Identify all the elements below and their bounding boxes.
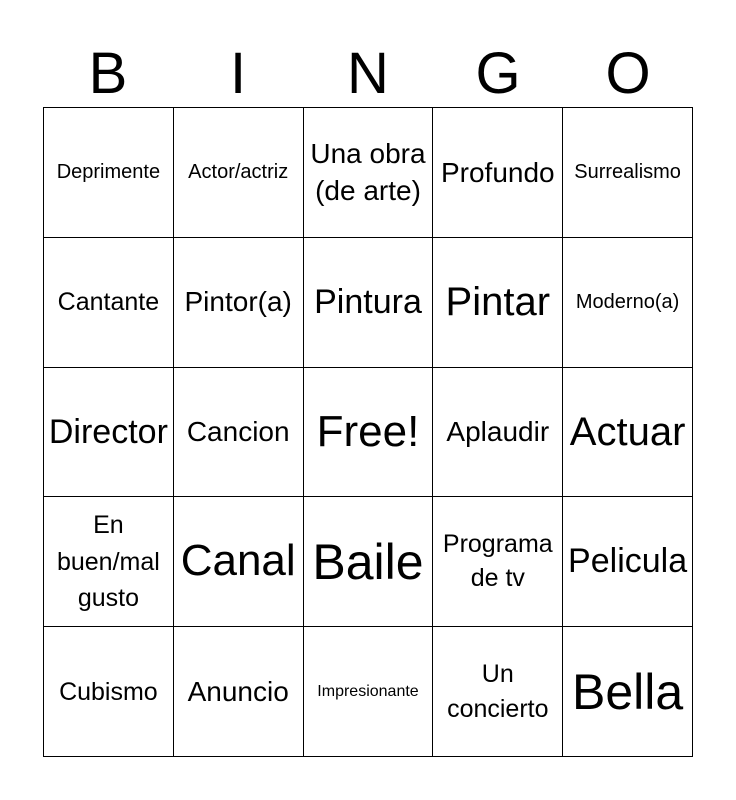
bingo-cell[interactable] [44, 108, 174, 238]
bingo-cell[interactable] [174, 627, 304, 757]
bingo-cell[interactable] [433, 108, 563, 238]
cell-text: Director [48, 412, 168, 451]
cell-text: Impresionante [317, 683, 419, 700]
cell-text: Canal [180, 536, 296, 586]
cell-text: Pintura [314, 282, 422, 321]
cell-text: Programa de tv [442, 530, 553, 592]
bingo-cell[interactable] [563, 238, 693, 368]
header-letter-b: B [88, 41, 128, 106]
cell-text: Deprimente [56, 161, 161, 184]
cell-text: Profundo [440, 156, 555, 188]
cell-text: Aplaudir [446, 416, 550, 448]
header-letter-n: N [347, 41, 389, 106]
cell-text: Pintor(a) [184, 286, 292, 318]
header-letter-g: G [475, 41, 521, 106]
cell-text: Actuar [569, 409, 686, 454]
bingo-cell[interactable] [304, 108, 434, 238]
bingo-cell[interactable] [304, 627, 434, 757]
bingo-cell[interactable] [174, 238, 304, 368]
cell-text: Anuncio [187, 675, 289, 707]
bingo-cell[interactable] [174, 497, 304, 627]
bingo-cell[interactable] [433, 627, 563, 757]
cell-text: Pintar [445, 280, 551, 325]
bingo-grid [43, 107, 693, 757]
bingo-cell[interactable] [44, 238, 174, 368]
cell-text: Bella [572, 663, 684, 720]
free-space-cell[interactable] [304, 368, 434, 498]
bingo-cell[interactable] [433, 238, 563, 368]
header-letter-i: I [229, 41, 247, 106]
cell-text: En buen/mal gusto [56, 511, 160, 612]
bingo-cell[interactable] [563, 497, 693, 627]
cell-text: Free! [316, 406, 420, 456]
bingo-header [43, 40, 693, 108]
cell-text: Actor/actriz [188, 161, 289, 184]
bingo-cell[interactable] [563, 368, 693, 498]
bingo-cell[interactable] [44, 627, 174, 757]
bingo-cell[interactable] [433, 368, 563, 498]
cell-text: Un concierto [447, 659, 549, 723]
bingo-cell[interactable] [563, 108, 693, 238]
bingo-cell[interactable] [304, 497, 434, 627]
cell-text: Cantante [57, 288, 160, 317]
bingo-cell[interactable] [44, 497, 174, 627]
bingo-cell[interactable] [563, 627, 693, 757]
bingo-cell[interactable] [44, 368, 174, 498]
header-letter-o: O [605, 41, 651, 106]
cell-text: Cancion [186, 416, 290, 448]
cell-text: Surrealismo [574, 161, 681, 184]
cell-text: Cubismo [59, 677, 158, 706]
bingo-cell[interactable] [433, 497, 563, 627]
cell-text: Moderno(a) [575, 291, 680, 314]
cell-text: Una obra (de arte) [310, 137, 426, 207]
bingo-cell[interactable] [304, 238, 434, 368]
cell-text: Pelicula [568, 542, 688, 581]
cell-text: Baile [312, 533, 424, 590]
bingo-cell[interactable] [174, 368, 304, 498]
bingo-cell[interactable] [174, 108, 304, 238]
